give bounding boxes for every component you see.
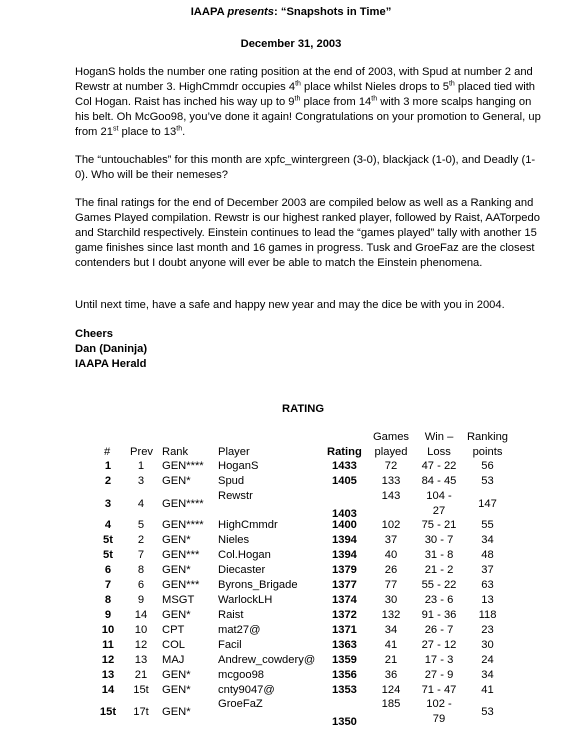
paragraph-4: Until next time, have a safe and happy new year and may the dice be with you in 2004.: [75, 299, 505, 311]
row-games: 77: [384, 579, 398, 591]
title-italic: presents: [227, 6, 275, 18]
row-winloss: 23 - 6: [424, 594, 454, 606]
row-player: Rewstr: [218, 490, 253, 502]
row-prev: 14: [134, 609, 148, 621]
row-winloss: 104 -: [426, 490, 452, 502]
row-player: Byrons_Brigade: [218, 579, 298, 591]
row-num: 8: [104, 594, 112, 606]
row-rank: GEN***: [162, 579, 200, 591]
row-games: 133: [381, 475, 401, 487]
row-rank: MSGT: [162, 594, 195, 606]
row-player: mcgoo98: [218, 669, 265, 681]
row-ranking-points: 23: [481, 624, 494, 636]
row-rank: GEN****: [162, 460, 204, 472]
row-prev: 7: [137, 549, 145, 561]
col-num: #: [104, 446, 111, 458]
row-winloss: 31 - 8: [424, 549, 454, 561]
row-num: 10: [101, 624, 115, 636]
row-games: 102: [381, 519, 401, 531]
row-rank: GEN****: [162, 519, 204, 531]
row-player: Andrew_cowdery@: [218, 654, 316, 666]
row-player: Spud: [218, 475, 245, 487]
col-winloss-bottom: Loss: [427, 446, 451, 458]
row-ranking-points: 48: [481, 549, 494, 561]
row-games: 21: [384, 654, 398, 666]
row-ranking-points: 41: [481, 684, 494, 696]
row-rating: 1359: [332, 654, 357, 666]
row-rating: 1363: [332, 639, 357, 651]
row-ranking-points: 24: [481, 654, 494, 666]
row-winloss: 91 - 36: [421, 609, 457, 621]
row-num: 2: [104, 475, 112, 487]
row-player: HighCmmdr: [218, 519, 278, 531]
row-player: Nieles: [218, 534, 250, 546]
row-ranking-points: 55: [481, 519, 494, 531]
row-prev: 8: [137, 564, 145, 576]
row-ranking-points: 37: [481, 564, 494, 576]
row-prev: 5: [137, 519, 145, 531]
title-prefix: IAAPA: [190, 6, 225, 18]
row-rating: 1405: [332, 475, 357, 487]
paragraph-1: HoganS holds the number one rating position at the end of 2003, with Spud at number 2 and Rewstr at number 3. HighCmmdr occupies 4th place whilst Nieles drops to 5th placed tied with Col Hogan. Raist has inched his way up to 9th place from 14th with 3 more scalps hanging on his belt. Oh McGoo98, you’ve done it again! Congratulations on your promotion to General, up from 21st place to 13th.: [75, 66, 541, 138]
col-winloss-top: Win –: [424, 431, 454, 443]
row-rank: GEN***: [162, 549, 200, 561]
row-ranking-points: 53: [481, 475, 494, 487]
paragraph-3: The final ratings for the end of December 2003 are compiled below as well as a Ranking and Games Played compilation. Rewstr is our highest ranked player, followed by Raist, AATorpedo and Starchild respectively. Einstein continues to lead the “games played” tally with another 15 game finishes since last month and 16 games in progress. Tusk and GroeFaz are the closest contenders but I doubt anyone will ever be able to match the Einstein phenomena.: [75, 197, 540, 269]
row-rating: 1379: [332, 564, 357, 576]
row-winloss: 102 -: [426, 698, 452, 710]
col-prev: Prev: [130, 446, 154, 458]
row-games: 37: [384, 534, 398, 546]
row-player: Col.Hogan: [218, 549, 271, 561]
row-rating: 1403: [332, 508, 357, 520]
row-prev: 4: [137, 498, 145, 510]
row-num: 9: [104, 609, 112, 621]
row-player: Diecaster: [218, 564, 266, 576]
row-num: 3: [104, 498, 112, 510]
row-rating: 1394: [332, 534, 357, 546]
row-prev: 13: [134, 654, 148, 666]
row-num: 12: [101, 654, 115, 666]
row-winloss: 47 - 22: [421, 460, 457, 472]
row-num: 11: [102, 639, 114, 651]
row-rank: GEN****: [162, 498, 204, 510]
row-games: 36: [384, 669, 398, 681]
row-rank: CPT: [162, 624, 185, 636]
row-rating: 1377: [332, 579, 357, 591]
col-games-top: Games: [372, 431, 410, 443]
row-ranking-points: 147: [478, 498, 497, 510]
row-prev: 3: [137, 475, 145, 487]
row-winloss: 84 - 45: [421, 475, 457, 487]
row-player: mat27@: [218, 624, 261, 636]
col-player: Player: [218, 446, 250, 458]
row-games: 40: [384, 549, 398, 561]
signature-title: IAAPA Herald: [75, 358, 147, 370]
row-games: 30: [384, 594, 398, 606]
row-rating: 1353: [332, 684, 357, 696]
row-rank: GEN*: [162, 534, 191, 546]
row-rating: 1372: [332, 609, 357, 621]
row-winloss: 30 - 7: [424, 534, 454, 546]
row-rank: COL: [162, 639, 186, 651]
row-num: 5t: [103, 534, 113, 546]
row-games: 185: [381, 698, 401, 710]
row-winloss: 27 - 12: [421, 639, 457, 651]
paragraph-2: The “untouchables” for this month are xpfc_wintergreen (3-0), blackjack (1-0), and Deadly (1-0). Who will be their nemeses?: [75, 154, 536, 181]
row-num: 6: [104, 564, 112, 576]
row-rank: MAJ: [162, 654, 185, 666]
row-prev: 1: [137, 460, 145, 472]
row-rank: GEN*: [162, 669, 191, 681]
row-rating: 1394: [332, 549, 357, 561]
row-winloss-cont: 27: [432, 505, 446, 517]
row-num: 7: [104, 579, 112, 591]
col-rankpts-top: Ranking: [466, 431, 509, 443]
row-winloss: 26 - 7: [424, 624, 454, 636]
title-rest: : “Snapshots in Time”: [274, 6, 392, 18]
row-player: GroeFaZ: [218, 698, 263, 710]
row-prev: 6: [137, 579, 145, 591]
row-num: 15t: [99, 706, 117, 718]
row-games: 124: [381, 684, 401, 696]
col-rank: Rank: [162, 446, 189, 458]
row-winloss: 71 - 47: [421, 684, 457, 696]
row-rating: 1356: [332, 669, 357, 681]
row-rating: 1400: [332, 519, 357, 531]
row-prev: 10: [134, 624, 148, 636]
row-num: 1: [104, 460, 112, 472]
row-prev: 9: [137, 594, 145, 606]
row-ranking-points: 118: [478, 609, 497, 621]
signature-name: Dan (Daninja): [75, 343, 148, 355]
row-num: 13: [101, 669, 115, 681]
row-rank: GEN*: [162, 475, 191, 487]
row-winloss: 55 - 22: [421, 579, 457, 591]
row-prev: 2: [137, 534, 145, 546]
row-player: cnty9047@: [218, 684, 275, 696]
row-prev: 15t: [133, 684, 149, 696]
row-rating: 1433: [332, 460, 357, 472]
row-rating: 1374: [332, 594, 357, 606]
col-games-bottom: played: [374, 446, 408, 458]
row-rating: 1371: [332, 624, 357, 636]
row-ranking-points: 30: [481, 639, 494, 651]
row-ranking-points: 53: [481, 706, 494, 718]
row-num: 4: [104, 519, 112, 531]
row-prev: 21: [134, 669, 148, 681]
row-player: Raist: [218, 609, 244, 621]
row-games: 26: [384, 564, 398, 576]
row-player: HoganS: [218, 460, 259, 472]
document-title: [0, 5, 582, 20]
row-games: 143: [381, 490, 401, 502]
signature-cheers: Cheers: [75, 328, 113, 340]
row-ranking-points: 13: [481, 594, 494, 606]
row-ranking-points: 34: [481, 669, 494, 681]
row-ranking-points: 34: [481, 534, 494, 546]
row-winloss: 21 - 2: [424, 564, 454, 576]
row-num: 5t: [103, 549, 113, 561]
row-games: 132: [381, 609, 401, 621]
col-rankpts-bottom: points: [472, 446, 503, 458]
row-rank: GEN*: [162, 564, 191, 576]
row-winloss: 27 - 9: [424, 669, 454, 681]
rating-heading: RATING: [282, 403, 325, 415]
row-prev: 12: [134, 639, 148, 651]
row-winloss: 17 - 3: [424, 654, 454, 666]
row-prev: 17t: [133, 706, 149, 718]
document-date: December 31, 2003: [240, 38, 342, 50]
row-rank: GEN*: [162, 706, 191, 718]
row-ranking-points: 56: [481, 460, 494, 472]
row-rating: 1350: [332, 716, 357, 728]
row-ranking-points: 63: [481, 579, 494, 591]
col-rating: Rating: [327, 446, 362, 458]
row-winloss-cont: 79: [432, 713, 446, 725]
row-games: 34: [384, 624, 398, 636]
row-games: 41: [384, 639, 398, 651]
row-player: WarlockLH: [218, 594, 273, 606]
row-num: 14: [101, 684, 115, 696]
signature-block: [75, 327, 147, 372]
row-games: 72: [384, 460, 398, 472]
row-winloss: 75 - 21: [421, 519, 457, 531]
row-player: Facil: [218, 639, 242, 651]
row-rank: GEN*: [162, 609, 191, 621]
row-rank: GEN*: [162, 684, 191, 696]
